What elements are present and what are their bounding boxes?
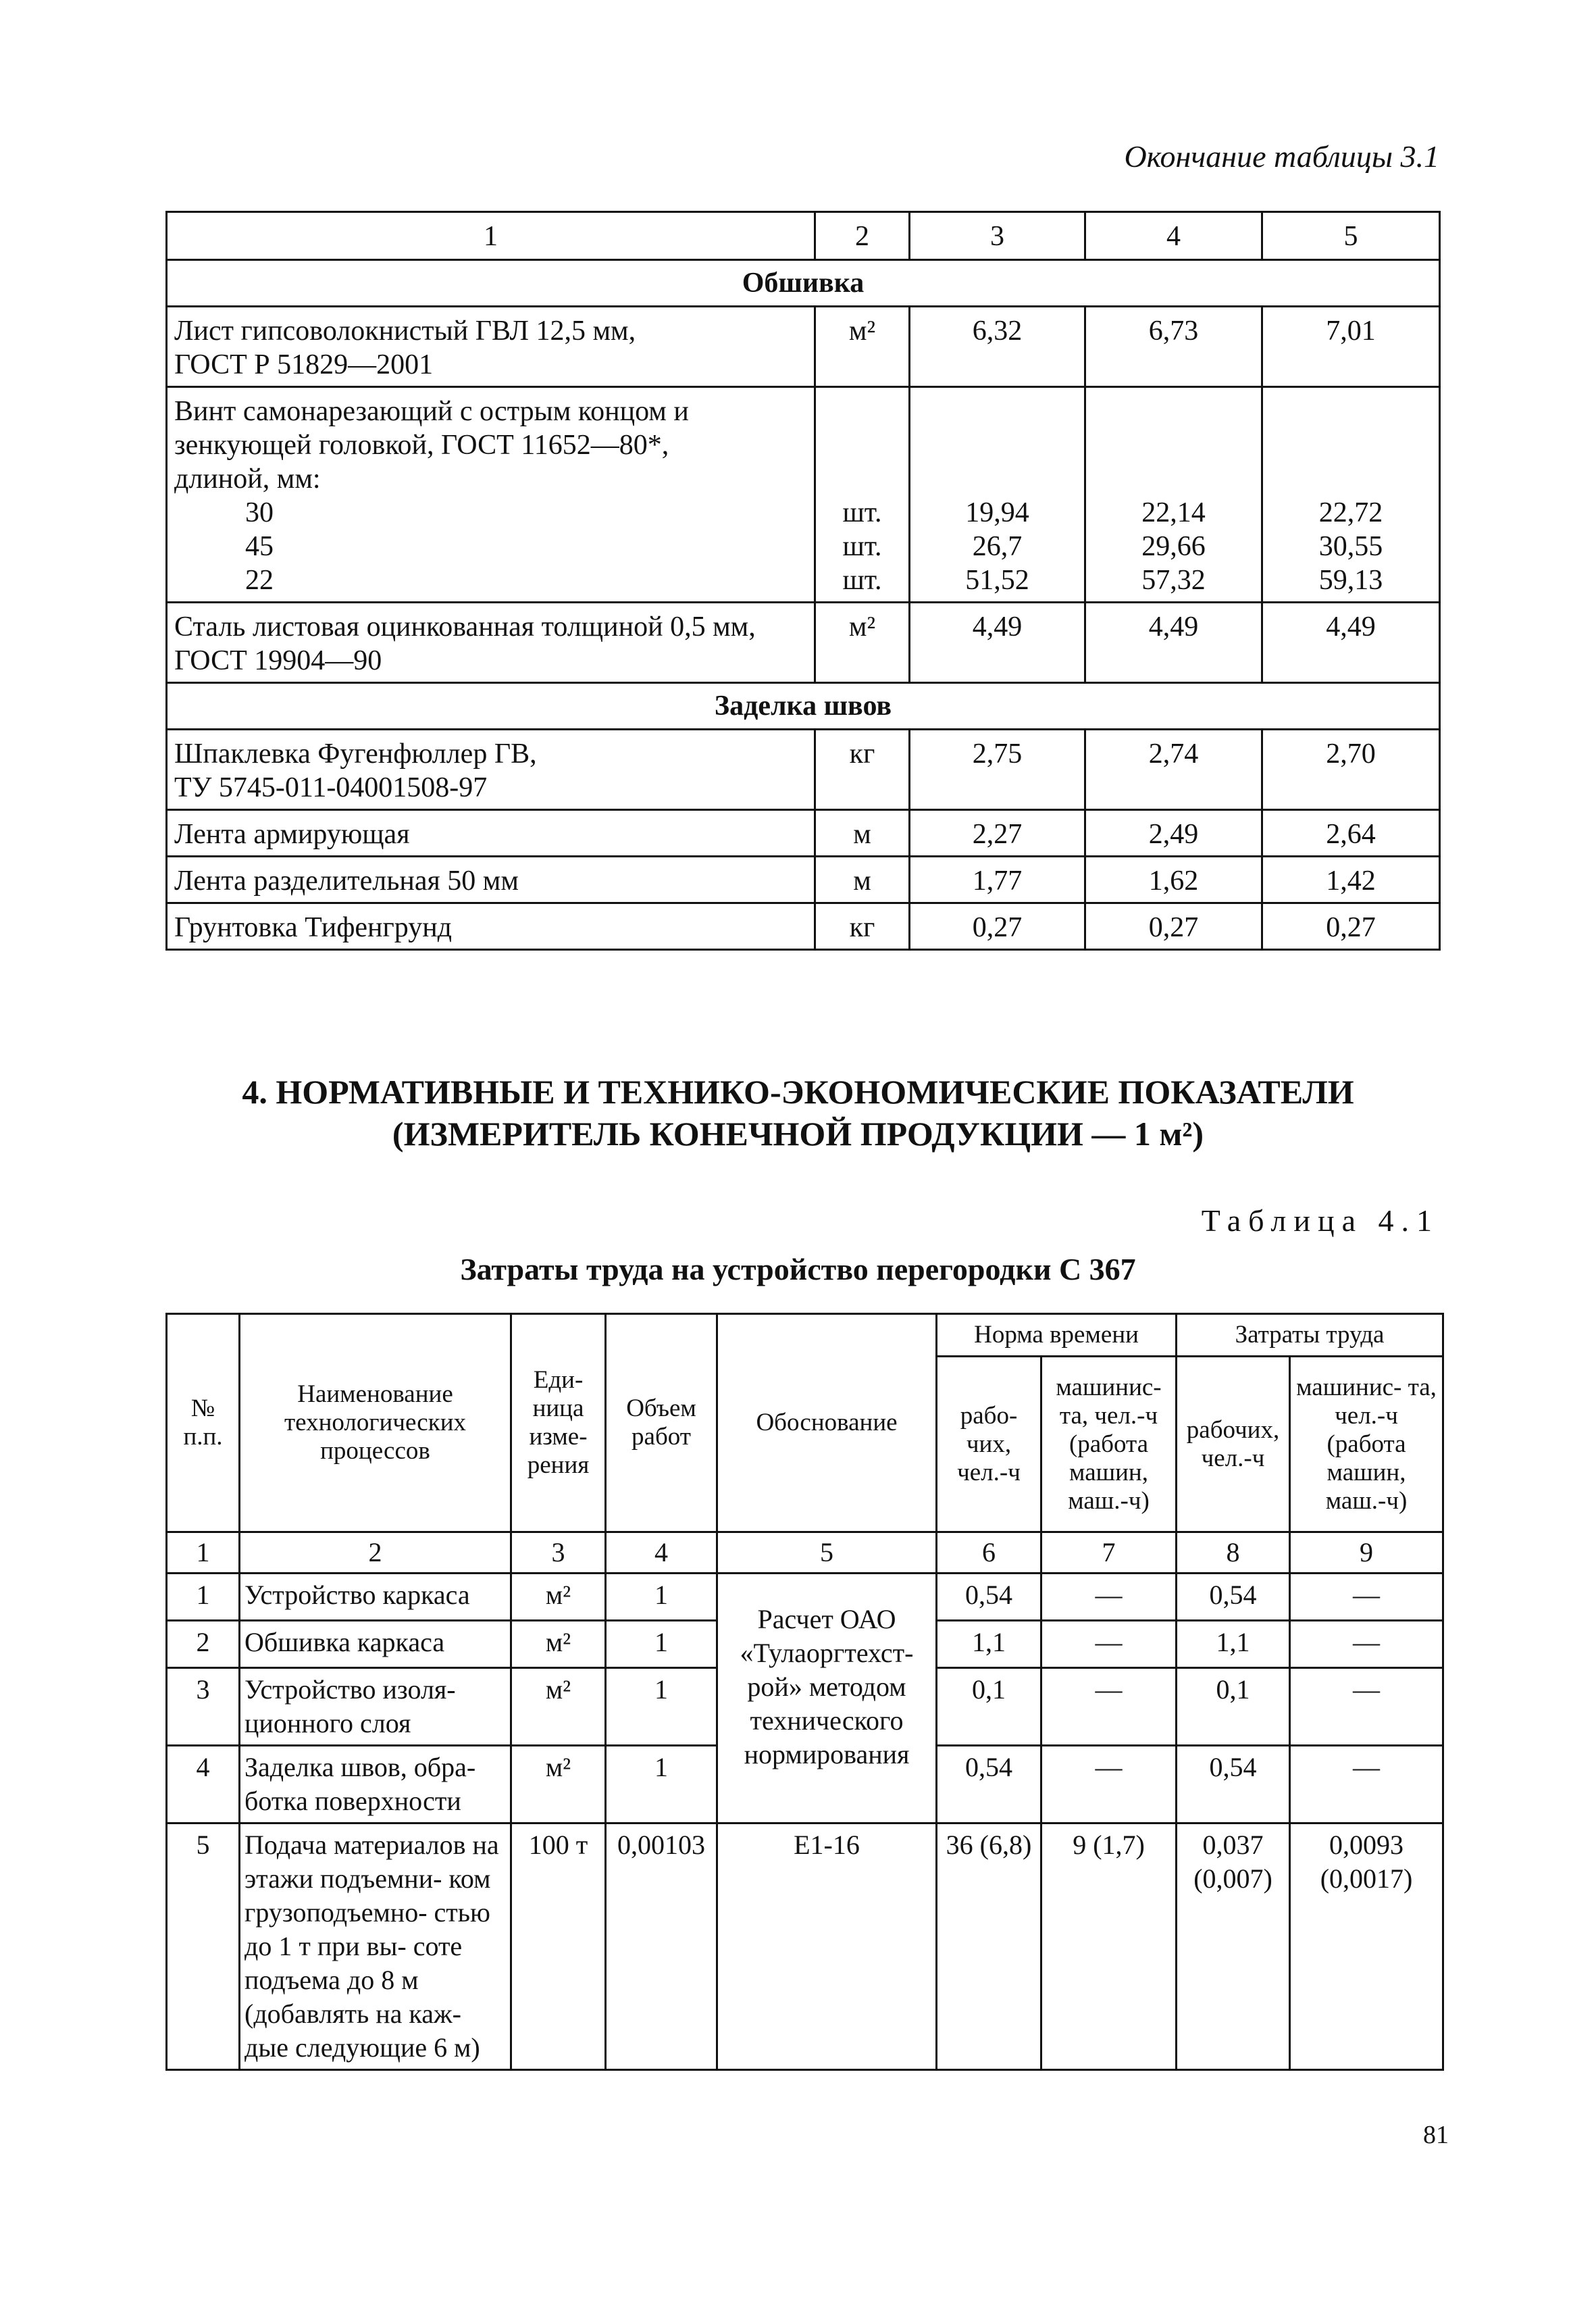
col-number: 5 <box>1262 212 1440 260</box>
value-cell: 1,42 <box>1262 857 1440 903</box>
value-cell: 6,32 <box>910 307 1085 387</box>
labor-machinists-cell: — <box>1290 1668 1443 1746</box>
header-norm-group: Норма времени <box>937 1314 1177 1357</box>
value-cell: 4,49 <box>1262 603 1440 683</box>
table-row <box>167 730 1440 810</box>
value-cell: 6,73 <box>1085 307 1262 387</box>
col-number: 3 <box>511 1532 606 1574</box>
material-name: Лента армирующая <box>167 810 815 857</box>
volume-cell: 0,00103 <box>606 1823 717 2070</box>
header-labor-machinists: машинис- та, чел.-ч (работа машин, маш.-ч) <box>1290 1357 1443 1532</box>
material-name <box>167 730 815 810</box>
table-row <box>167 857 1440 903</box>
table-3-1 <box>165 211 1441 951</box>
value-cell <box>1085 387 1262 603</box>
unit-cell: м² <box>815 603 910 683</box>
value-cell: 2,70 <box>1262 730 1440 810</box>
material-name-line: ГОСТ 19904—90 <box>174 645 382 676</box>
material-name-line: зенкующей головкой, ГОСТ 11652—80*, <box>174 430 669 461</box>
table-row <box>167 1574 1443 1621</box>
header-volume: Объем работ <box>606 1314 717 1532</box>
value: 19,94 <box>965 497 1029 528</box>
col-number: 3 <box>910 212 1085 260</box>
material-name-line: ТУ 5745-011-04001508-97 <box>174 772 488 803</box>
col-number: 4 <box>606 1532 717 1574</box>
value-cell: 7,01 <box>1262 307 1440 387</box>
table-row <box>167 307 1440 387</box>
volume-cell: 1 <box>606 1621 717 1668</box>
labor-machinists-cell: 0,0093 (0,0017) <box>1290 1823 1443 2070</box>
table-row <box>167 603 1440 683</box>
table-row <box>167 903 1440 950</box>
unit-cell: 100 т <box>511 1823 606 2070</box>
labor-machinists-cell: — <box>1290 1574 1443 1621</box>
norm-machinists-cell: — <box>1041 1574 1177 1621</box>
value-cell: 2,64 <box>1262 810 1440 857</box>
header-name: Наименование технологических процессов <box>240 1314 511 1532</box>
header-row <box>167 1314 1443 1357</box>
volume-cell: 1 <box>606 1746 717 1823</box>
header-norm-machinists: машинис- та, чел.-ч (работа машин, маш.-ч) <box>1041 1357 1177 1532</box>
col-number: 4 <box>1085 212 1262 260</box>
value: 22,14 <box>1141 497 1206 528</box>
value: 26,7 <box>972 531 1023 562</box>
col-number: 5 <box>717 1532 937 1574</box>
length-value: 45 <box>245 531 274 562</box>
header-num: № п.п. <box>167 1314 240 1532</box>
table-label: Таблица 4.1 <box>1201 1203 1439 1238</box>
volume-cell: 1 <box>606 1668 717 1746</box>
unit-value: шт. <box>842 531 882 562</box>
table-row <box>167 1823 1443 2070</box>
unit-cell: м <box>815 810 910 857</box>
section-title: Обшивка <box>167 260 1440 307</box>
material-name: Лента разделительная 50 мм <box>167 857 815 903</box>
section-title: Заделка швов <box>167 683 1440 730</box>
table-row <box>167 387 1440 603</box>
norm-workers-cell: 36 (6,8) <box>937 1823 1041 2070</box>
unit-cell: кг <box>815 903 910 950</box>
unit-cell: м² <box>511 1668 606 1746</box>
value-cell: 4,49 <box>1085 603 1262 683</box>
row-num: 5 <box>167 1823 240 2070</box>
value-cell: 0,27 <box>1262 903 1440 950</box>
value-cell <box>1262 387 1440 603</box>
value-cell: 2,49 <box>1085 810 1262 857</box>
labor-workers-cell: 0,54 <box>1177 1746 1290 1823</box>
basis-cell: Е1-16 <box>717 1823 937 2070</box>
process-name: Обшивка каркаса <box>240 1621 511 1668</box>
material-name-line: ГОСТ Р 51829—2001 <box>174 349 434 380</box>
value-cell: 1,77 <box>910 857 1085 903</box>
material-name <box>167 603 815 683</box>
material-name-line: длиной, мм: <box>174 463 321 495</box>
unit-cell: м <box>815 857 910 903</box>
col-number: 7 <box>1041 1532 1177 1574</box>
unit-cell: м² <box>511 1574 606 1621</box>
table-caption: Затраты труда на устройство перегородки С 367 <box>460 1252 1136 1286</box>
process-name: Устройство изоля- ционного слоя <box>240 1668 511 1746</box>
unit-cell: кг <box>815 730 910 810</box>
value-cell: 2,75 <box>910 730 1085 810</box>
section-row <box>167 683 1440 730</box>
header-norm-workers: рабо- чих, чел.-ч <box>937 1357 1041 1532</box>
norm-machinists-cell: — <box>1041 1746 1177 1823</box>
col-number: 9 <box>1290 1532 1443 1574</box>
length-value: 30 <box>245 497 274 528</box>
col-number: 2 <box>815 212 910 260</box>
length-value: 22 <box>245 565 274 596</box>
col-number: 1 <box>167 212 815 260</box>
basis-cell: Расчет ОАО «Тулаоргтехст- рой» методом технического нормирования <box>717 1574 937 1823</box>
material-name <box>167 387 815 603</box>
material-name-line: Шпаклевка Фугенфюллер ГВ, <box>174 738 537 770</box>
unit-cell: м² <box>815 307 910 387</box>
norm-workers-cell: 0,54 <box>937 1746 1041 1823</box>
value: 51,52 <box>965 565 1029 596</box>
norm-machinists-cell: — <box>1041 1668 1177 1746</box>
value-cell: 1,62 <box>1085 857 1262 903</box>
row-num: 3 <box>167 1668 240 1746</box>
col-number: 2 <box>240 1532 511 1574</box>
unit-cell: м² <box>511 1621 606 1668</box>
process-name: Устройство каркаса <box>240 1574 511 1621</box>
header-unit: Еди- ница изме- рения <box>511 1314 606 1532</box>
continuation-title: Окончание таблицы 3.1 <box>1124 139 1439 174</box>
material-name-line: Сталь листовая оцинкованная толщиной 0,5 мм, <box>174 611 756 643</box>
section-heading-line: (ИЗМЕРИТЕЛЬ КОНЕЧНОЙ ПРОДУКЦИИ — 1 м²) <box>392 1115 1204 1153</box>
header-labor-group: Затраты труда <box>1177 1314 1443 1357</box>
section-heading-line: 4. НОРМАТИВНЫЕ И ТЕХНИКО-ЭКОНОМИЧЕСКИЕ ПОКАЗАТЕЛИ <box>242 1073 1354 1111</box>
material-name: Грунтовка Тифенгрунд <box>167 903 815 950</box>
value: 30,55 <box>1318 531 1383 562</box>
unit-cell: м² <box>511 1746 606 1823</box>
norm-workers-cell: 0,1 <box>937 1668 1041 1746</box>
value: 29,66 <box>1141 531 1206 562</box>
row-num: 1 <box>167 1574 240 1621</box>
norm-machinists-cell: — <box>1041 1621 1177 1668</box>
value: 22,72 <box>1318 497 1383 528</box>
row-num: 2 <box>167 1621 240 1668</box>
unit-value: шт. <box>842 497 882 528</box>
material-name-line: Винт самонарезающий с острым концом и <box>174 396 689 427</box>
table-row <box>167 810 1440 857</box>
unit-value: шт. <box>842 565 882 596</box>
column-number-row <box>167 212 1440 260</box>
row-num: 4 <box>167 1746 240 1823</box>
material-name-line: Лист гипсоволокнистый ГВЛ 12,5 мм, <box>174 316 636 347</box>
labor-workers-cell: 0,037 (0,007) <box>1177 1823 1290 2070</box>
col-number: 8 <box>1177 1532 1290 1574</box>
labor-machinists-cell: — <box>1290 1621 1443 1668</box>
labor-workers-cell: 0,54 <box>1177 1574 1290 1621</box>
value: 57,32 <box>1141 565 1206 596</box>
page-number: 81 <box>1423 2121 1449 2149</box>
volume-cell: 1 <box>606 1574 717 1621</box>
header-basis: Обоснование <box>717 1314 937 1532</box>
value-cell: 2,27 <box>910 810 1085 857</box>
column-number-row <box>167 1532 1443 1574</box>
col-number: 1 <box>167 1532 240 1574</box>
labor-workers-cell: 0,1 <box>1177 1668 1290 1746</box>
norm-machinists-cell: 9 (1,7) <box>1041 1823 1177 2070</box>
labor-workers-cell: 1,1 <box>1177 1621 1290 1668</box>
table-4-1 <box>165 1313 1444 2071</box>
value-cell: 2,74 <box>1085 730 1262 810</box>
process-name: Подача материалов на этажи подъемни- ком грузоподъемно- стью до 1 т при вы- соте подъема до 8 м (добавлять на каж- дые следующие 6 м) <box>240 1823 511 2070</box>
value-cell: 4,49 <box>910 603 1085 683</box>
value-cell <box>910 387 1085 603</box>
value: 59,13 <box>1318 565 1383 596</box>
unit-cell <box>815 387 910 603</box>
value-cell: 0,27 <box>910 903 1085 950</box>
labor-machinists-cell: — <box>1290 1746 1443 1823</box>
norm-workers-cell: 1,1 <box>937 1621 1041 1668</box>
header-labor-workers: рабочих, чел.-ч <box>1177 1357 1290 1532</box>
section-heading <box>0 1071 1596 1155</box>
norm-workers-cell: 0,54 <box>937 1574 1041 1621</box>
process-name: Заделка швов, обра- ботка поверхности <box>240 1746 511 1823</box>
section-row <box>167 260 1440 307</box>
value-cell: 0,27 <box>1085 903 1262 950</box>
col-number: 6 <box>937 1532 1041 1574</box>
material-name <box>167 307 815 387</box>
